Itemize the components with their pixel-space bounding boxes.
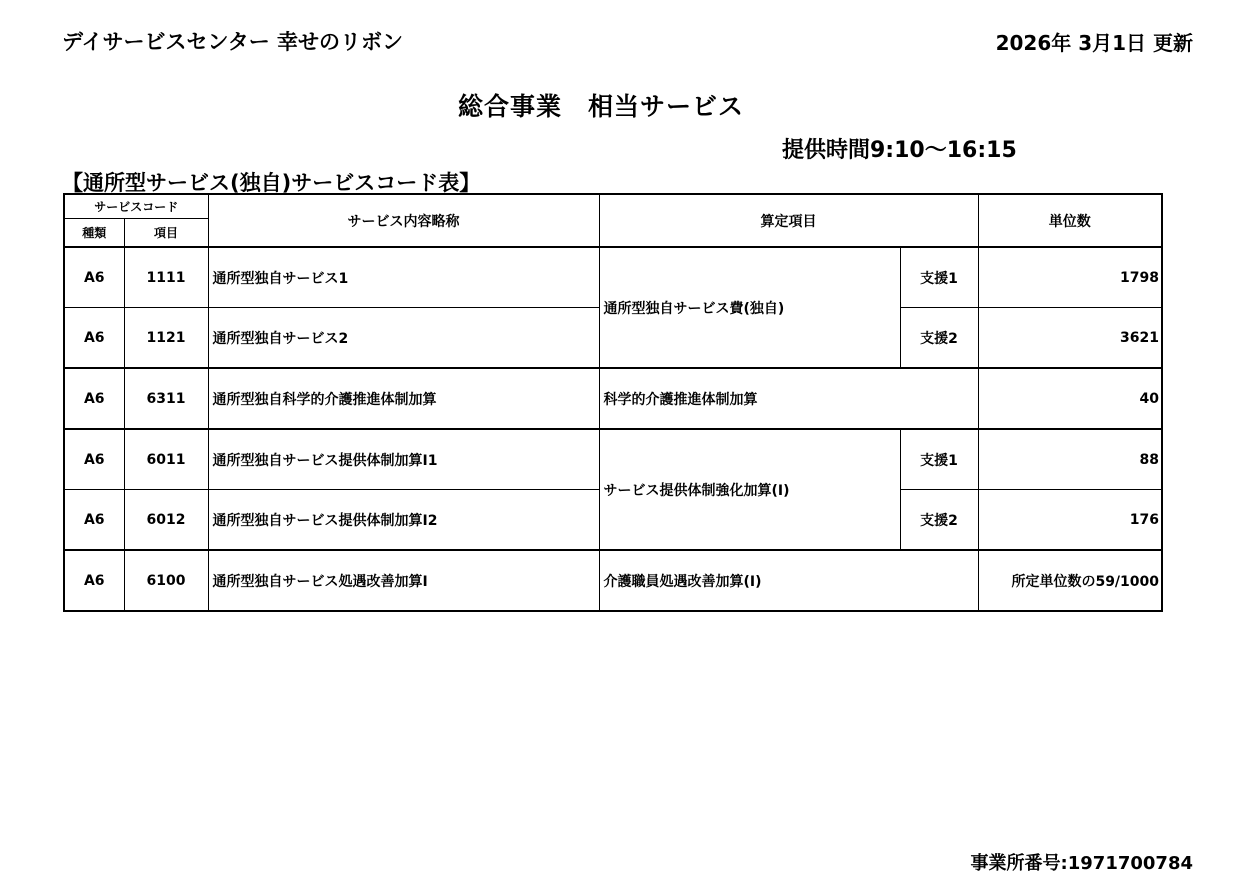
cell-content: 通所型独自サービス提供体制加算Ⅰ2 [208,490,599,551]
facility-name: デイサービスセンター 幸せのリボン [62,30,403,54]
cell-units: 40 [978,368,1162,429]
header-content: サービス内容略称 [208,194,599,247]
header-row [64,194,1162,219]
cell-content: 通所型独自サービス提供体制加算Ⅰ1 [208,429,599,490]
table-title: 【通所型サービス(独自)サービスコード表】 [62,171,481,195]
office-number: 事業所番号:1971700784 [970,853,1193,874]
cell-item: 6100 [124,550,208,611]
table-row [64,368,1162,429]
cell-content: 通所型独自科学的介護推進体制加算 [208,368,599,429]
cell-item: 1121 [124,308,208,369]
service-code-table [63,193,1163,612]
cell-calc: 通所型独自サービス費(独自) [599,247,900,368]
cell-level: 支援2 [900,490,978,551]
cell-level: 支援1 [900,429,978,490]
cell-calc: 科学的介護推進体制加算 [599,368,978,429]
cell-units: 1798 [978,247,1162,308]
cell-kind: A6 [64,368,124,429]
cell-item: 1111 [124,247,208,308]
cell-calc: 介護職員処遇改善加算(Ⅰ) [599,550,978,611]
cell-item: 6011 [124,429,208,490]
cell-units: 3621 [978,308,1162,369]
header-service-code: サービスコード [64,194,208,219]
cell-item: 6311 [124,368,208,429]
table-row [64,429,1162,490]
cell-kind: A6 [64,308,124,369]
cell-level: 支援1 [900,247,978,308]
cell-kind: A6 [64,247,124,308]
cell-level: 支援2 [900,308,978,369]
header-calc: 算定項目 [599,194,978,247]
table-row [64,550,1162,611]
cell-kind: A6 [64,550,124,611]
header-kind: 種類 [64,219,124,248]
cell-kind: A6 [64,429,124,490]
document-title: 総合事業 相当サービス [458,92,745,121]
cell-units: 所定単位数の59/1000 [978,550,1162,611]
header-units: 単位数 [978,194,1162,247]
header-item: 項目 [124,219,208,248]
cell-calc: サービス提供体制強化加算(Ⅰ) [599,429,900,550]
cell-content: 通所型独自サービス2 [208,308,599,369]
cell-units: 88 [978,429,1162,490]
table-row [64,247,1162,308]
cell-content: 通所型独自サービス1 [208,247,599,308]
service-hours: 提供時間9:10～16:15 [782,138,1017,163]
cell-kind: A6 [64,490,124,551]
cell-item: 6012 [124,490,208,551]
cell-units: 176 [978,490,1162,551]
cell-content: 通所型独自サービス処遇改善加算Ⅰ [208,550,599,611]
updated-date: 2026年 3月1日 更新 [995,31,1193,55]
